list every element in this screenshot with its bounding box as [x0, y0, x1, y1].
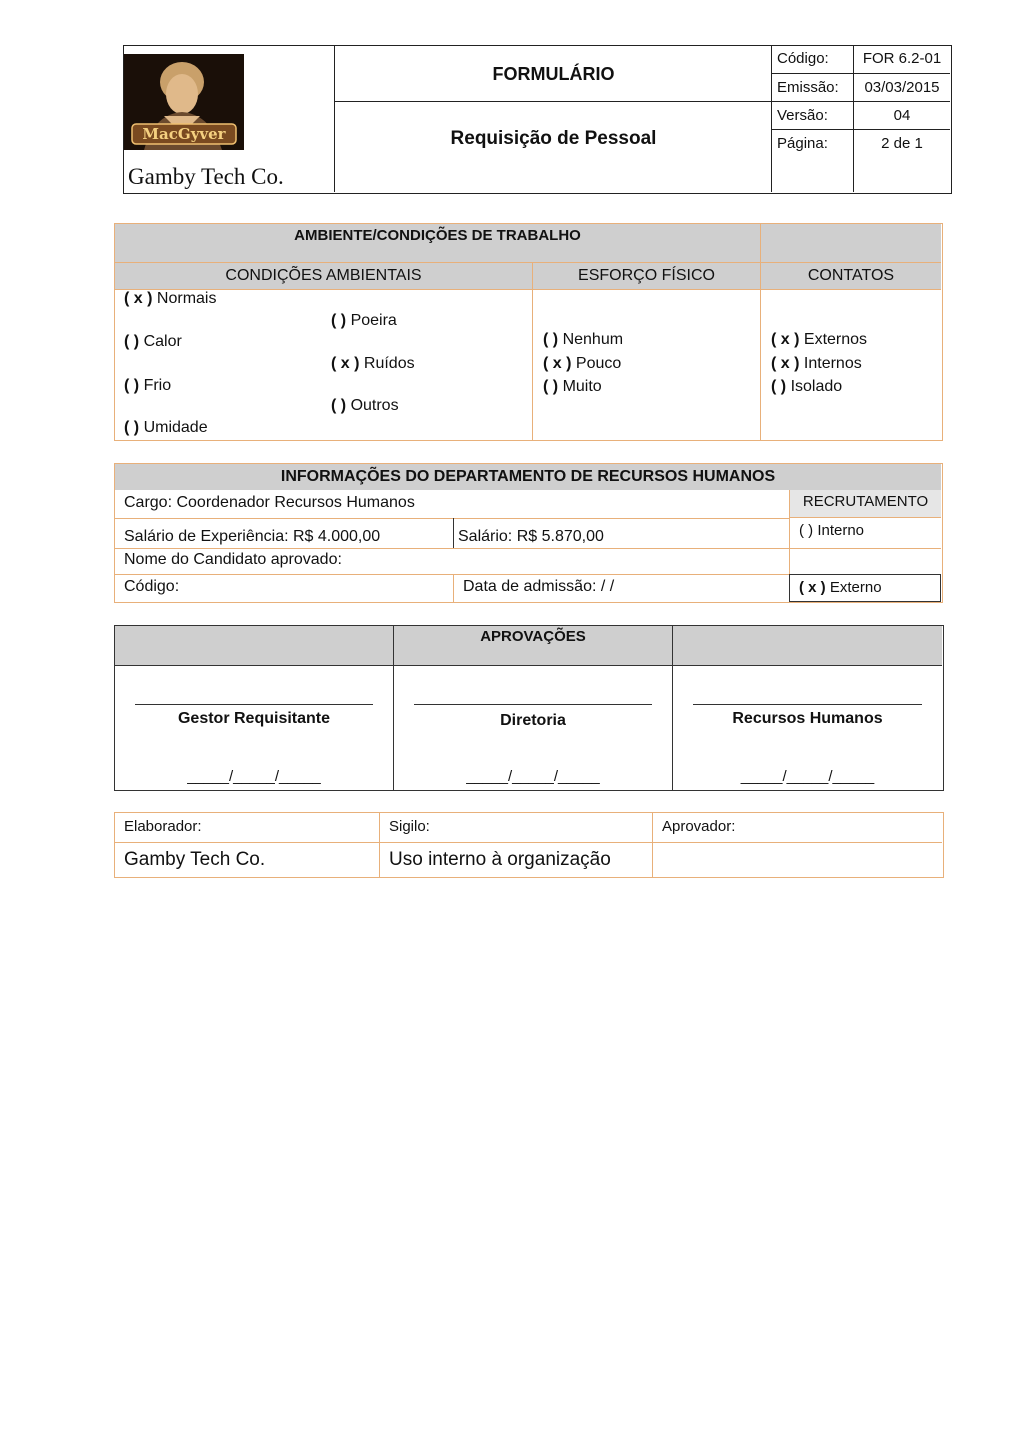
option-ruidos[interactable] [331, 355, 415, 373]
company-logo [124, 54, 244, 150]
signature-date[interactable]: _____/_____/_____ [740, 768, 875, 785]
cargo-field[interactable]: Cargo: Coordenador Recursos Humanos [124, 494, 415, 511]
meta-emissao [772, 74, 950, 102]
checkbox-mark: ( x ) [331, 355, 360, 372]
rh-table [114, 463, 943, 603]
meta-value: 2 de 1 [881, 135, 923, 152]
option-internos[interactable] [771, 355, 862, 373]
footer-table [114, 812, 944, 878]
ambiente-table [114, 223, 943, 441]
meta-label: Emissão: [772, 74, 854, 101]
candidato-field[interactable]: Nome do Candidato aprovado: [124, 551, 342, 568]
column-divider [453, 518, 454, 548]
signer-diretoria [394, 666, 673, 790]
col-contatos: CONTATOS [761, 262, 941, 290]
apr-head-right [673, 626, 942, 666]
signature-line[interactable] [135, 704, 373, 705]
signer-label: Recursos Humanos [732, 710, 883, 727]
codigo-field[interactable]: Código: [124, 578, 180, 595]
meta-label: Código: [772, 46, 854, 73]
option-label: Muito [562, 378, 602, 395]
rh-title: INFORMAÇÕES DO DEPARTAMENTO DE RECURSOS HUMANOS [115, 464, 941, 490]
meta-pagina [772, 130, 950, 192]
option-label: Frio [143, 377, 172, 394]
checkbox-mark: ( x ) [771, 355, 800, 372]
footer-label-elaborador: Elaborador: [115, 813, 380, 843]
aprovacoes-table [114, 625, 944, 791]
meta-codigo [772, 46, 950, 74]
meta-versao [772, 102, 950, 130]
column-divider [453, 574, 454, 602]
logo-cell [124, 46, 335, 192]
svg-text:MacGyver: MacGyver [142, 125, 226, 143]
esforco-options [533, 290, 761, 440]
company-name: Gamby Tech Co. [128, 164, 284, 189]
option-isolado[interactable] [771, 378, 842, 396]
recrutamento-externo[interactable] [799, 579, 882, 596]
checkbox-mark: ( ) [543, 378, 559, 395]
salario-experiencia-field[interactable]: Salário de Experiência: R$ 4.000,00 [124, 528, 381, 545]
signer-label: Gestor Requisitante [177, 710, 331, 727]
signer-label: Diretoria [500, 712, 566, 729]
signature-date[interactable]: _____/_____/_____ [187, 768, 321, 785]
form-title: Requisição de Pessoal [450, 128, 657, 149]
signature-date[interactable]: _____/_____/_____ [466, 768, 600, 785]
externo-label: Externo [825, 579, 882, 596]
row-divider [789, 548, 941, 549]
externo-mark: ( x ) [799, 579, 826, 596]
contatos-options [761, 290, 941, 440]
form-type: FORMULÁRIO [335, 46, 772, 102]
option-label: Internos [803, 355, 862, 372]
option-label: Outros [350, 397, 399, 414]
option-label: Externos [803, 331, 868, 348]
ambiente-title: AMBIENTE/CONDIÇÕES DE TRABALHO [115, 224, 761, 262]
option-outros[interactable] [331, 397, 399, 415]
option-label: Pouco [575, 355, 622, 372]
recrutamento-interno[interactable]: ( ) Interno [799, 522, 865, 539]
checkbox-mark: ( ) [124, 419, 140, 436]
row-divider [115, 548, 789, 549]
option-label: Poeira [350, 312, 397, 329]
checkbox-mark: ( ) [543, 331, 559, 348]
meta-value: 04 [893, 107, 911, 124]
option-normais[interactable] [124, 290, 216, 308]
document-header [123, 45, 952, 194]
option-calor[interactable] [124, 333, 182, 351]
ambiente-title-spacer [761, 224, 941, 262]
meta-value: 03/03/2015 [864, 79, 940, 96]
recrutamento-header: RECRUTAMENTO [789, 490, 941, 518]
apr-head-left [115, 626, 394, 666]
checkbox-mark: ( ) [331, 312, 347, 329]
meta-label: Versão: [772, 102, 854, 129]
signer-rh [673, 666, 942, 790]
option-poeira[interactable] [331, 312, 397, 330]
option-label: Calor [143, 333, 182, 350]
aprovacoes-title: APROVAÇÕES [394, 626, 673, 666]
option-frio[interactable] [124, 377, 171, 395]
footer-label-sigilo: Sigilo: [380, 813, 653, 843]
checkbox-mark: ( x ) [124, 290, 153, 307]
signature-line[interactable] [414, 704, 652, 705]
condicoes-options [115, 290, 533, 440]
option-muito[interactable] [543, 378, 602, 396]
signer-gestor [115, 666, 394, 790]
footer-value-aprovador[interactable] [653, 843, 942, 877]
col-condicoes: CONDIÇÕES AMBIENTAIS [115, 262, 533, 290]
signature-line[interactable] [693, 704, 922, 705]
checkbox-mark: ( ) [124, 333, 140, 350]
footer-value-sigilo: Uso interno à organização [380, 843, 653, 877]
checkbox-mark: ( x ) [771, 331, 800, 348]
option-label: Ruídos [363, 355, 415, 372]
title-cell [335, 46, 772, 192]
row-divider [115, 518, 789, 519]
data-admissao-field[interactable]: Data de admissão: / / [463, 578, 615, 595]
salario-field[interactable]: Salário: R$ 5.870,00 [458, 528, 604, 545]
option-label: Umidade [143, 419, 208, 436]
option-pouco[interactable] [543, 355, 621, 373]
row-divider [115, 574, 789, 575]
footer-label-aprovador: Aprovador: [653, 813, 942, 843]
option-externos[interactable] [771, 331, 867, 349]
option-label: Isolado [790, 378, 843, 395]
checkbox-mark: ( x ) [543, 355, 572, 372]
meta-label: Página: [772, 130, 854, 192]
option-umidade[interactable] [124, 419, 208, 437]
checkbox-mark: ( ) [771, 378, 787, 395]
footer-value-elaborador: Gamby Tech Co. [115, 843, 380, 877]
checkbox-mark: ( ) [331, 397, 347, 414]
checkbox-mark: ( ) [124, 377, 140, 394]
option-label: Normais [156, 290, 217, 307]
option-nenhum[interactable] [543, 331, 623, 349]
col-esforco: ESFORÇO FÍSICO [533, 262, 761, 290]
meta-value: FOR 6.2-01 [862, 50, 942, 67]
option-label: Nenhum [562, 331, 624, 348]
